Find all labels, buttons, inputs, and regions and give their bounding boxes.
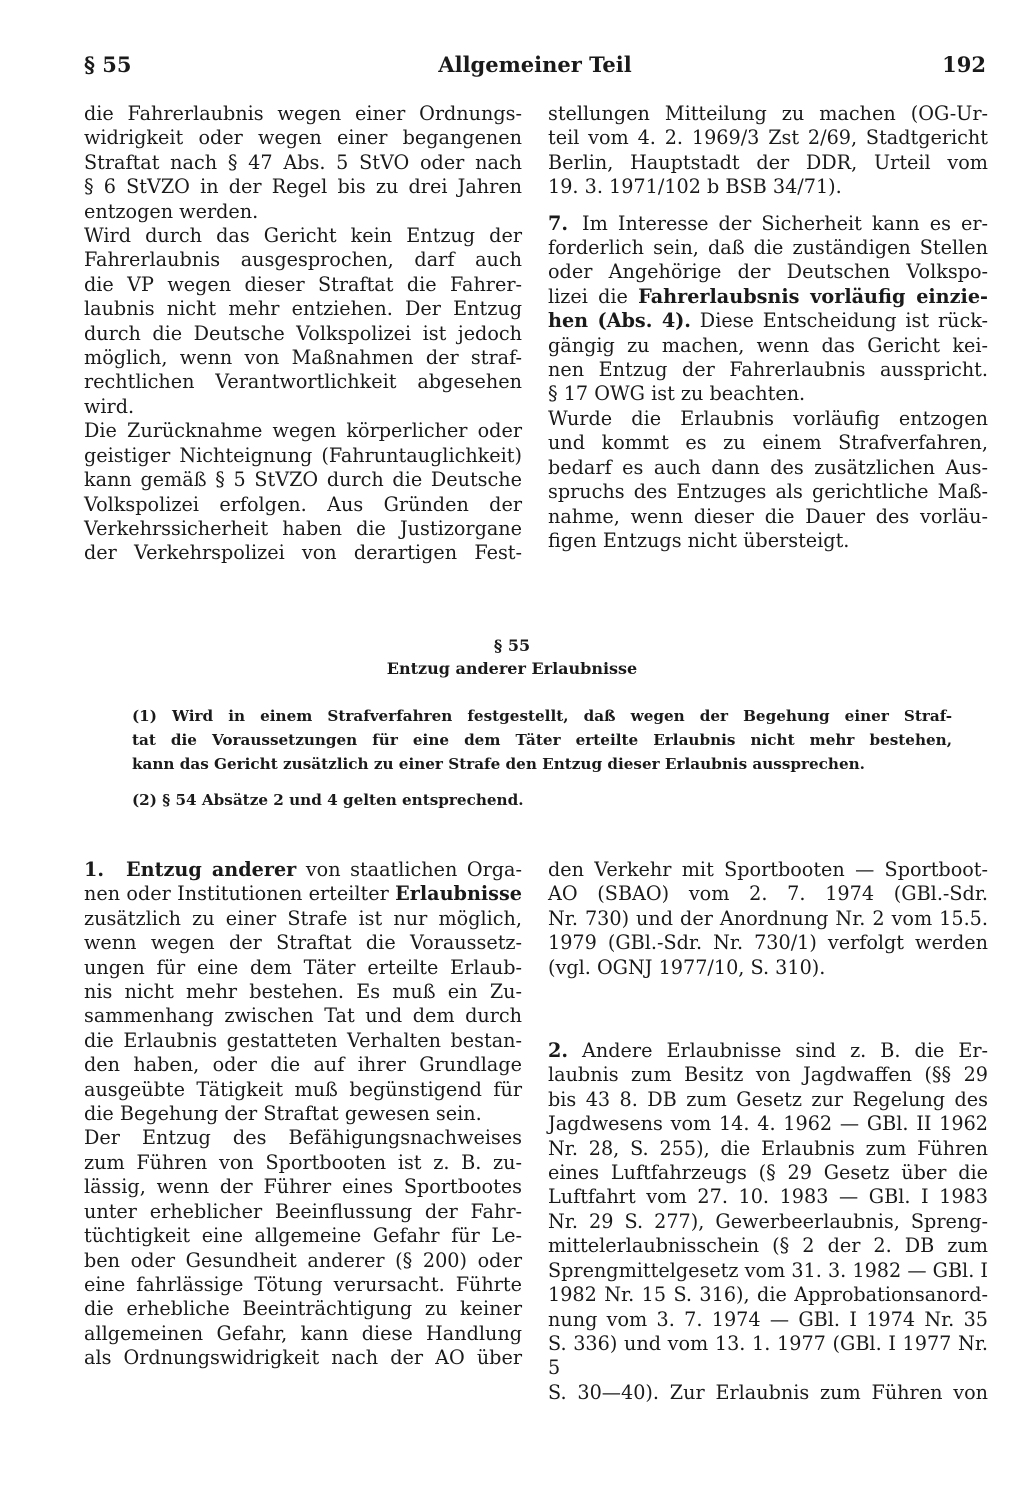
text-line: den Verkehr mit Sportbooten — Sportboot-: [548, 858, 988, 881]
text-line: stellungen Mitteilung zu machen (OG-Ur-: [548, 102, 988, 125]
column-bottom-left: [84, 858, 522, 1371]
column-top-right: [548, 102, 988, 553]
text-line: [548, 1039, 988, 1063]
note-number: 2.: [548, 1039, 569, 1063]
header-title: Allgemeiner Teil: [438, 52, 632, 77]
text-line: die Begehung der Straftat gewesen sein.: [84, 1102, 482, 1126]
text-line: tüchtigkeit eine allgemeine Gefahr für Le-: [84, 1224, 522, 1248]
text-line: als Ordnungswidrigkeit nach der AO über: [84, 1346, 522, 1370]
text-line: entzogen werden.: [84, 199, 259, 223]
text-line: [548, 212, 988, 236]
text-line: Der Entzug des Befähigungsnachweises: [84, 1126, 522, 1150]
text-line: tat die Voraussetzungen für eine dem Täter erteilte Erlaubnis nicht mehr bestehen,: [132, 731, 952, 749]
text-line: Wurde die Erlaubnis vorläufig entzogen: [548, 406, 988, 430]
text-line: figen Entzugs nicht übersteigt.: [548, 528, 850, 552]
text-line: spruchs des Entzuges als gerichtliche Maß-: [548, 480, 988, 504]
continued-text: [548, 858, 988, 980]
running-header: [84, 52, 986, 86]
text-line: allgemeinen Gefahr, kann diese Handlung: [84, 1321, 522, 1345]
text-line: Verkehrssicherheit haben die Justizorgane: [84, 516, 522, 540]
column-top-left: [84, 102, 522, 566]
text-line: die VP wegen dieser Straftat die Fahrer-: [84, 272, 522, 296]
spacer: [548, 200, 988, 212]
text-line: zum Führen von Sportbooten ist z. B. zu-: [84, 1150, 522, 1174]
text-line: wird.: [84, 394, 135, 418]
text-line: S. 30—40). Zur Erlaubnis zum Führen von: [548, 1380, 988, 1404]
text-line: § 17 OWG ist zu beachten.: [548, 382, 806, 406]
text-line: Wird durch das Gericht kein Entzug der: [84, 224, 522, 248]
text-line: sammenhang zwischen Tat und dem durch: [84, 1004, 522, 1028]
text-line: Nr. 28, S. 255), die Erlaubnis zum Führen: [548, 1136, 988, 1160]
text-line: widrigkeit oder wegen einer begangenen: [84, 126, 522, 150]
text-line: forderlich sein, daß die zuständigen Stellen: [548, 236, 988, 260]
text-line: Sprengmittelgesetz vom 31. 3. 1982 — GBl. I: [548, 1258, 988, 1282]
text-line: Nr. 730) und der Anordnung Nr. 2 vom 15.5.: [548, 906, 988, 930]
text-span: nen oder Institutionen erteilter: [84, 882, 396, 906]
text-line: ben oder Gesundheit anderer (§ 200) oder: [84, 1248, 522, 1272]
spacer: [548, 980, 988, 1039]
note-2-body: [548, 1063, 988, 1405]
text-line: durch die Deutsche Volkspolizei ist jedoch: [84, 321, 522, 345]
text-line: lässig, wenn der Führer eines Sportbootes: [84, 1175, 522, 1199]
text-line: bedarf es auch dann des zusätzlichen Aus-: [548, 455, 988, 479]
column-bottom-right: [548, 858, 988, 1405]
text-line: eines Luftfahrzeugs (§ 29 Gesetz über die: [548, 1161, 988, 1185]
emphasis: Erlaubnisse: [395, 882, 522, 906]
text-line: den haben, oder die auf ihrer Grundlage: [84, 1053, 522, 1077]
text-line: 1982 Nr. 15 S. 316), die Approbationsanord-: [548, 1283, 988, 1307]
text-line: (1) Wird in einem Strafverfahren festgestellt, daß wegen der Begehung einer Straf-: [132, 707, 952, 725]
text-line: geistiger Nichteignung (Fahruntauglichkeit): [84, 443, 522, 467]
text-line: [548, 309, 988, 333]
text-line: der Verkehrspolizei von derartigen Fest-: [84, 541, 522, 565]
text-line: Volkspolizei erfolgen. Aus Gründen der: [84, 492, 522, 516]
text-line: rechtlichen Verantwortlichkeit abgesehen: [84, 370, 522, 394]
text-line: laubnis zum Besitz von Jagdwaffen (§§ 29: [548, 1063, 988, 1087]
text-line: nahme, wenn dieser die Dauer des vorläu-: [548, 504, 988, 528]
text-line: Straftat nach § 47 Abs. 5 StVO oder nach: [84, 150, 522, 174]
text-line: zusätzlich zu einer Strafe ist nur möglich,: [84, 906, 522, 930]
text-line: kann gemäß § 5 StVZO durch die Deutsche: [84, 468, 522, 492]
text-line: nen Entzug der Fahrerlaubnis ausspricht.: [548, 358, 988, 382]
text-line: AO (SBAO) vom 2. 7. 1974 (GBl.-Sdr.: [548, 882, 988, 906]
text-line: Luftfahrt vom 27. 10. 1983 — GBl. I 1983: [548, 1185, 988, 1209]
note-7: [548, 212, 988, 554]
emphasis: Fahrerlaubsnis vorläufig einzie-: [638, 284, 988, 308]
header-section: § 55: [84, 52, 132, 77]
text-line: 1979 (GBl.-Sdr. Nr. 730/1) verfolgt werden: [548, 931, 988, 955]
text-line: nung vom 3. 7. 1974 — GBl. I 1974 Nr. 35: [548, 1307, 988, 1331]
law-paragraph-1: [132, 704, 952, 776]
text-line: S. 336) und vom 13. 1. 1977 (GBl. I 1977 Nr. 5: [548, 1331, 988, 1380]
continued-text: [548, 102, 988, 200]
text-line: und kommt es zu einem Strafverfahren,: [548, 431, 988, 455]
text-line: (2) § 54 Absätze 2 und 4 gelten entsprechend.: [132, 791, 524, 809]
text-line: mittelerlaubnisschein (§ 2 der 2. DB zum: [548, 1234, 988, 1258]
note-number: 1.: [84, 858, 105, 881]
text-span: Andere Erlaubnisse sind z. B. die Er-: [568, 1039, 988, 1063]
text-line: die Erlaubnis gestatteten Verhalten bestan-: [84, 1028, 522, 1052]
text-line: möglich, wenn von Maßnahmen der straf-: [84, 346, 522, 370]
text-line: bis 43 8. DB zum Gesetz zur Regelung des: [548, 1087, 988, 1111]
text-line: [84, 882, 522, 906]
text-line: [84, 858, 522, 882]
text-line: Berlin, Hauptstadt der DDR, Urteil vom: [548, 150, 988, 174]
text-span: Diese Entscheidung ist rück-: [690, 309, 988, 333]
text-line: unter erheblicher Beeinflussung der Fahr-: [84, 1199, 522, 1223]
text-line: Nr. 29 S. 277), Gewerbeerlaubnis, Spreng-: [548, 1209, 988, 1233]
text-line: oder Angehörige der Deutschen Volkspo-: [548, 260, 988, 284]
note-7-body: [548, 334, 988, 554]
text-line: wenn wegen der Straftat die Voraussetz-: [84, 931, 522, 955]
note-number: 7.: [548, 211, 569, 235]
text-line: teil vom 4. 2. 1969/3 Zst 2/69, Stadtgericht: [548, 126, 988, 150]
text-line: eine fahrlässige Tötung verursacht. Führte: [84, 1272, 522, 1296]
emphasis: Entzug anderer: [126, 858, 297, 881]
text-span: lizei die: [548, 284, 639, 308]
text-line: Jagdwesens vom 14. 4. 1962 — GBl. II 1962: [548, 1112, 988, 1136]
text-line: die erhebliche Beeinträchtigung zu keiner: [84, 1297, 522, 1321]
section-title: Entzug anderer Erlaubnisse: [386, 659, 638, 678]
page-number: 192: [942, 52, 986, 77]
text-line: [548, 285, 988, 309]
text-line: § 6 StVZO in der Regel bis zu drei Jahren: [84, 175, 522, 199]
text-line: Fahrerlaubnis ausgesprochen, darf auch: [84, 248, 522, 272]
text-line: ungen für eine dem Täter erteilte Erlaub-: [84, 955, 522, 979]
text-line: gängig zu machen, wenn das Gericht kei-: [548, 333, 988, 357]
text-span: von staatlichen Orga-: [296, 858, 522, 881]
text-line: Die Zurücknahme wegen körperlicher oder: [84, 419, 522, 443]
text-line: ausgeübte Tätigkeit muß begünstigend für: [84, 1077, 522, 1101]
text-span: Im Interesse der Sicherheit kann es er-: [582, 211, 988, 235]
note-1-body: [84, 907, 522, 1371]
emphasis: hen (Abs. 4).: [548, 309, 691, 333]
text-line: die Fahrerlaubnis wegen einer Ordnungs-: [84, 102, 522, 125]
law-paragraph-2: [132, 788, 952, 812]
text-line: laubnis nicht mehr entziehen. Der Entzug: [84, 297, 522, 321]
text-line: kann das Gericht zusätzlich zu einer Strafe den Entzug dieser Erlaubnis aussprechen.: [132, 755, 865, 773]
text-line: (vgl. OGNJ 1977/10, S. 310).: [548, 955, 826, 979]
text-line: 19. 3. 1971/102 b BSB 34/71).: [548, 175, 842, 199]
section-number: § 55: [493, 636, 531, 655]
text-line: nis nicht mehr bestehen. Es muß ein Zu-: [84, 980, 522, 1004]
